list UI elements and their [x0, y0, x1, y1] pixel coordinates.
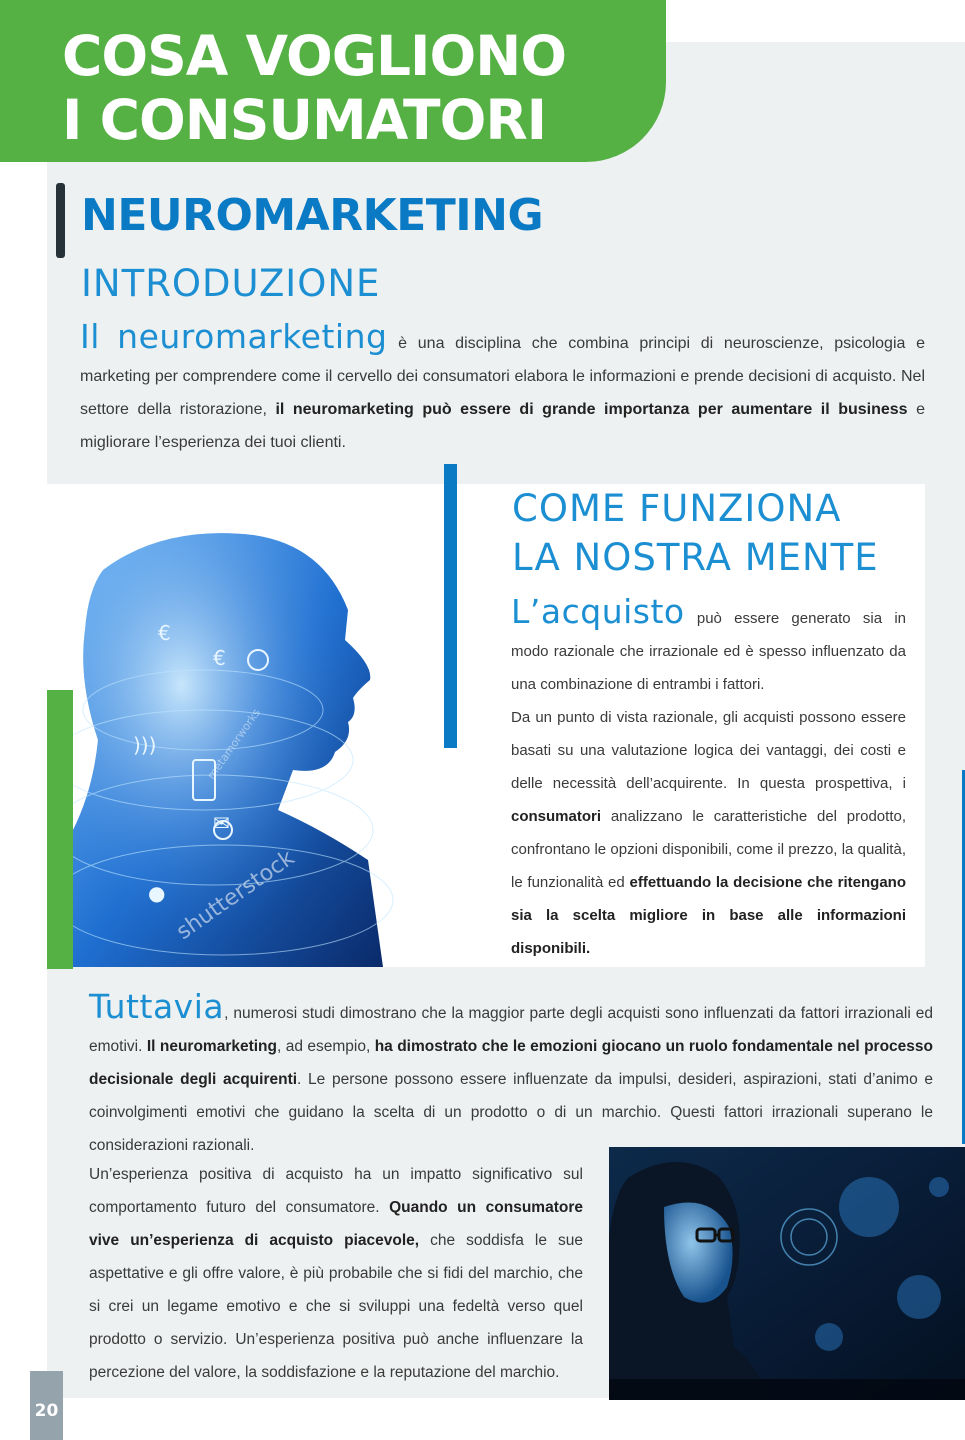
- page-title-line1: COSA VOGLIONO: [62, 24, 566, 88]
- page-number-tab: [30, 1371, 63, 1440]
- section-accent-bar: [56, 183, 65, 258]
- image-watermark: shutterstock: [172, 845, 300, 945]
- how-paragraph-2: Da un punto di vista razionale, gli acquisti possono essere basati su una valutazione logica dei vantaggi, dei costi e delle necessità dell’acquirente. In questa prospettiva, i consumatori analizzano le caratteristiche del prodotto, confrontano le opzioni disponibili, come il prezzo, la qualità, le funzionalità ed effettuando la decisione che ritengano sia la scelta migliore in base alle informazioni disponibili.: [511, 709, 906, 957]
- intro-text: Il neuromarketing è una disciplina che combina principi di neuroscienze, psicologia e marketing per comprendere come il cervello dei consumatori elabora le informazioni e prende decisioni di acquisto. Nel settore della ristorazione, il neuromarketing può essere di grande importanza per aumentare il business e migliorare l’esperienza dei tuoi clienti.: [80, 317, 926, 451]
- page-title-line2: I CONSUMATORI: [62, 88, 547, 152]
- how-title-line1: COME FUNZIONA: [512, 487, 842, 530]
- svg-text:●: ●: [148, 881, 166, 905]
- svg-text:€: €: [213, 646, 226, 670]
- intro-paragraph: [80, 317, 926, 459]
- svg-text:€: €: [158, 621, 171, 645]
- tuttavia-paragraph: [89, 987, 934, 1162]
- image-watermark-2: metamorworks: [204, 706, 263, 782]
- neuro-profile-image: [73, 530, 403, 967]
- how-title: [512, 484, 879, 582]
- blue-accent-bar: [444, 464, 457, 748]
- header-banner: [0, 0, 666, 162]
- tuttavia-lead: Tuttavia: [89, 987, 225, 1026]
- how-paragraph-1: L’acquisto può essere generato sia in modo razionale che irrazionale ed è spesso influenzato da una combinazione di entrambi i fattori.: [511, 592, 906, 693]
- woman-tech-image: [609, 1147, 965, 1400]
- section-title: NEUROMARKETING: [81, 190, 544, 241]
- how-text-column: [511, 592, 906, 965]
- page-number: 20: [34, 1401, 59, 1421]
- green-accent-bar: [47, 690, 73, 969]
- page-title: [62, 24, 566, 152]
- svg-text:✉: ✉: [213, 811, 230, 835]
- tuttavia-text: Tuttavia, numerosi studi dimostrano che la maggior parte degli acquisti sono influenzati da fattori irrazionali ed emotivi. Il neuromarketing, ad esempio, ha dimostrato che le emozioni giocano un ruolo fondamentale nel processo decisionale degli acquirenti. Le persone possono essere influenzate da impulsi, desideri, aspirazioni, stati d’animo e coinvolgimenti emotivi che guidano la scelta di un prodotto o di un marchio. Questi fattori irrazionali superano le considerazioni razionali.: [89, 987, 934, 1154]
- experience-text: Un’esperienza positiva di acquisto ha un impatto significativo sul comportamento futuro del consumatore. Quando un consumatore vive un’esperienza di acquisto piacevole, che soddisfa le sue aspettative e gli offre valore, è più probabile che si fidi del marchio, che si crei un legame emotivo e che si sviluppi una fedeltà verso quel prodotto o servizio. Un’esperienza positiva può anche influenzare la percezione del valore, la soddisfazione e la reputazione del marchio.: [89, 1166, 583, 1381]
- how-title-line2: LA NOSTRA MENTE: [512, 536, 879, 579]
- how-lead: L’acquisto: [511, 592, 685, 631]
- svg-text:))): ))): [133, 733, 157, 757]
- intro-subtitle: INTRODUZIONE: [81, 262, 381, 305]
- intro-lead: Il neuromarketing: [80, 317, 388, 356]
- experience-paragraph: [89, 1158, 583, 1389]
